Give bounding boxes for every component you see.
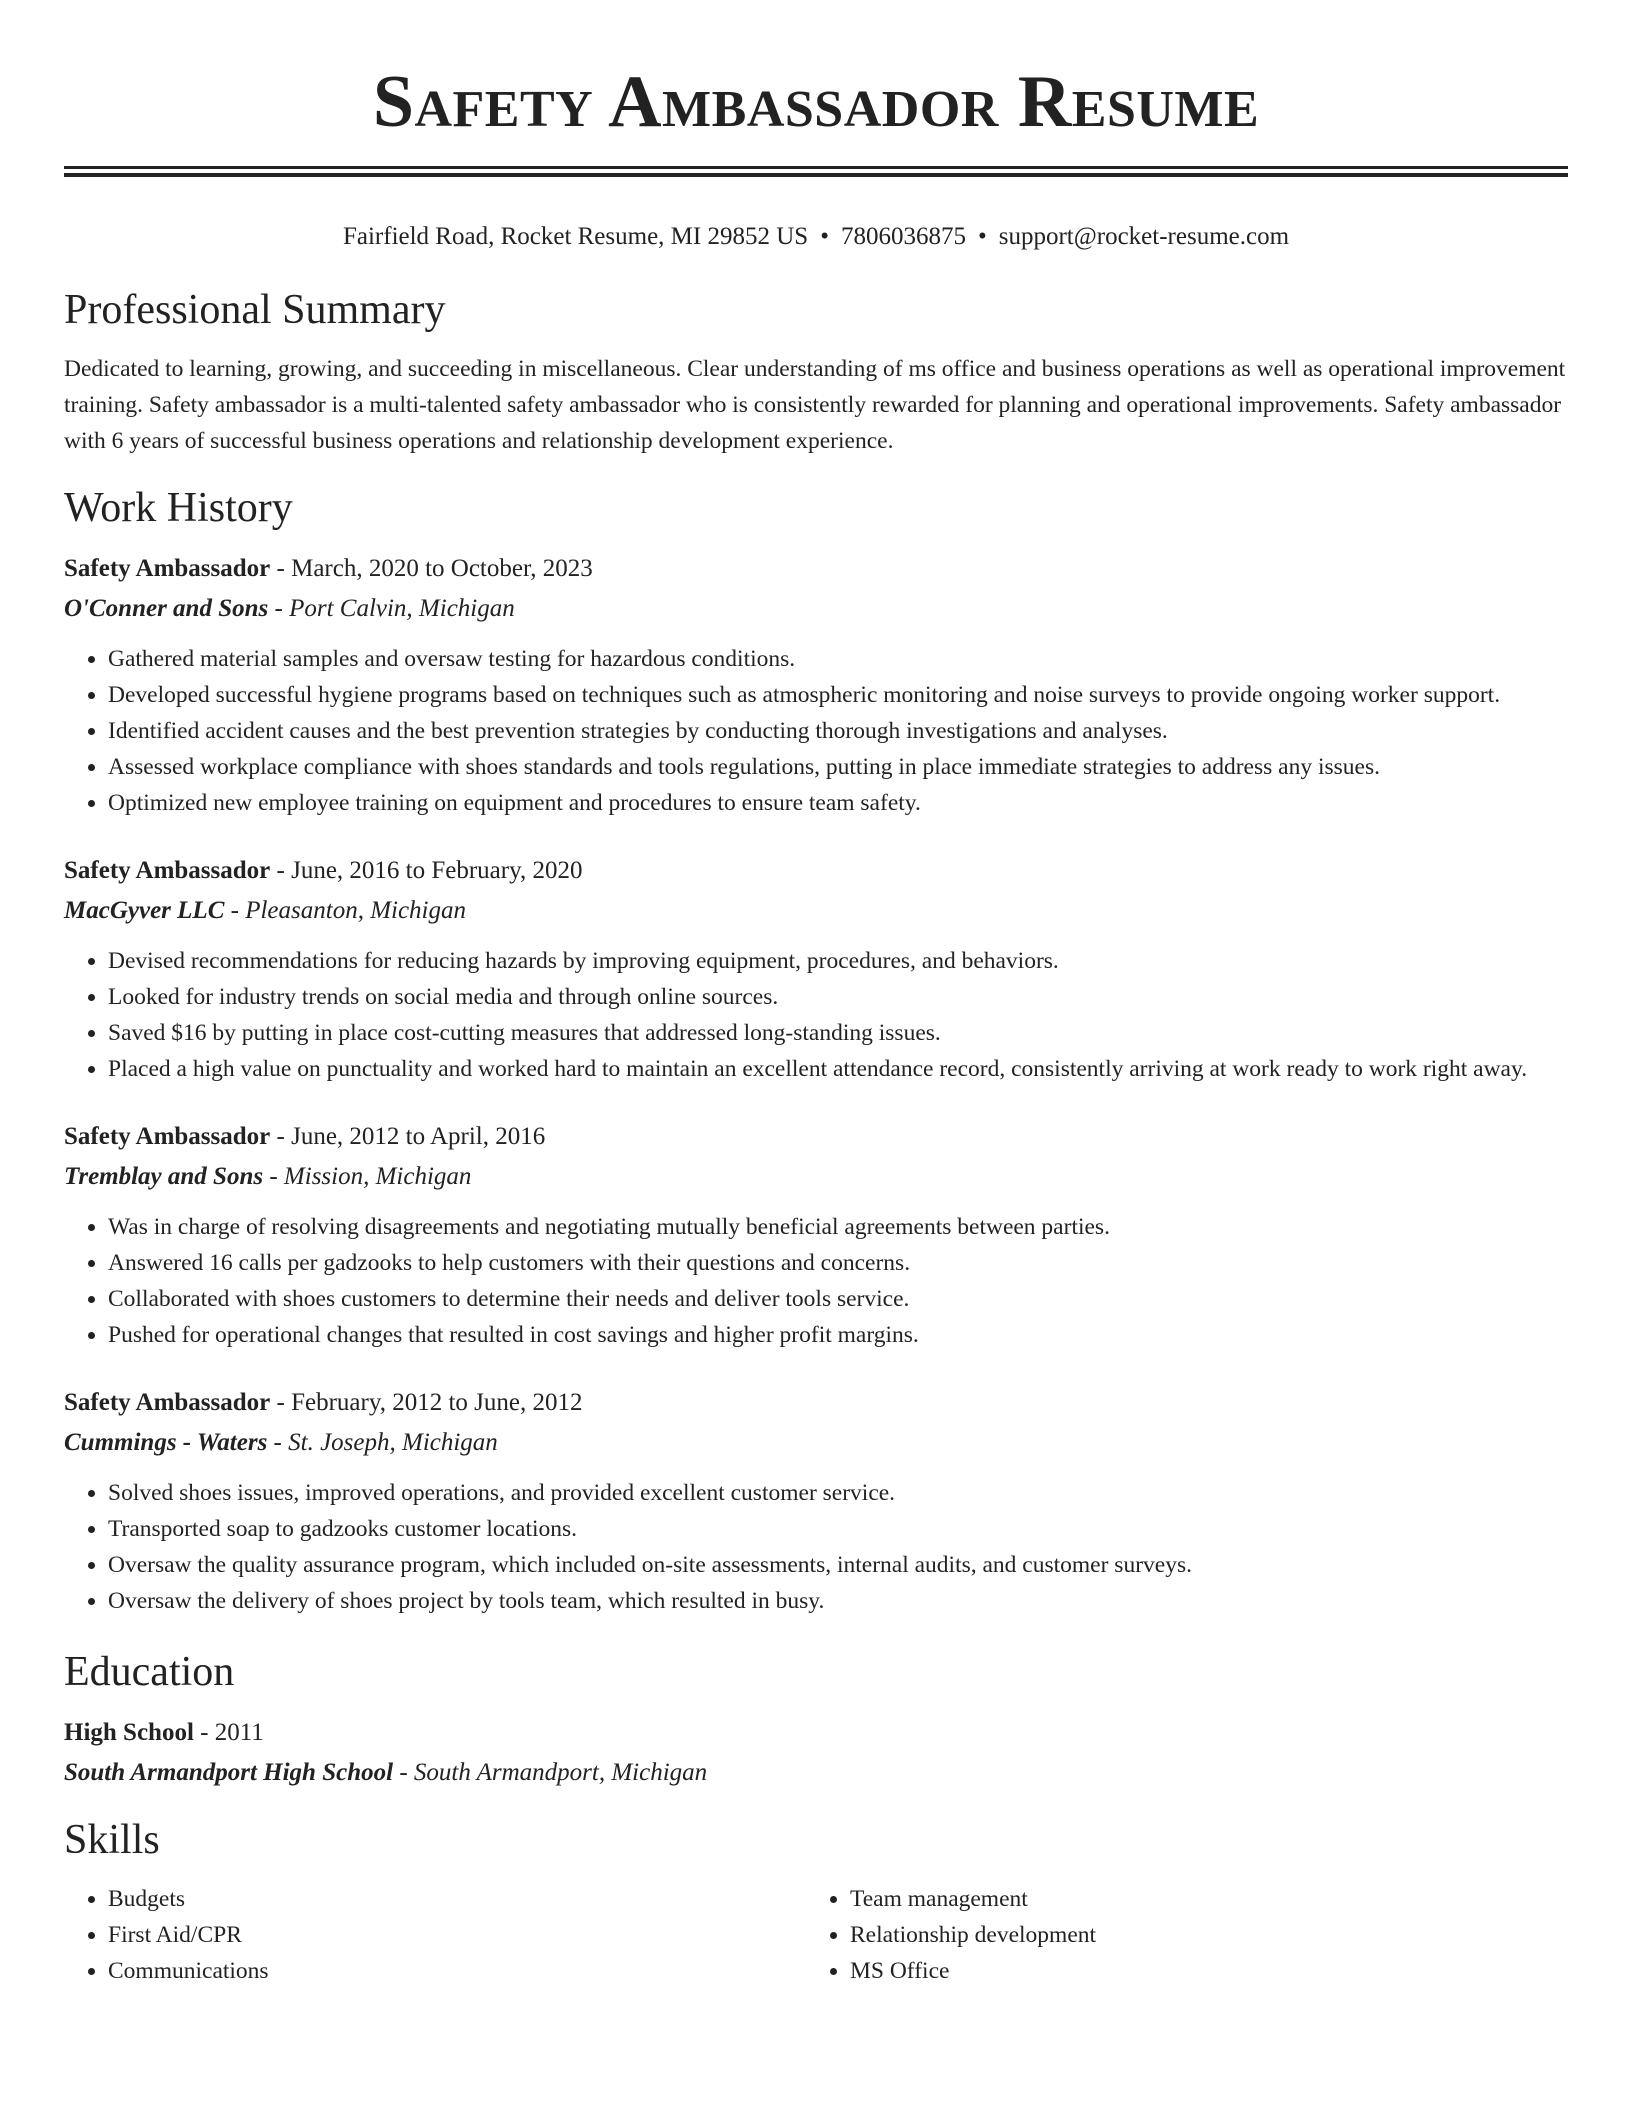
work-history-section — [64, 481, 1568, 1619]
education-heading: Education — [64, 1649, 235, 1695]
job-company: Cummings - Waters — [64, 1429, 268, 1456]
skills-column-left — [64, 1881, 806, 1989]
contact-address: Fairfield Road, Rocket Resume, MI 29852 US — [342, 223, 809, 250]
skill-item: • Team management — [850, 1881, 1548, 1917]
contact-phone: 7806036875 — [840, 223, 966, 250]
job-bullet: • Oversaw the delivery of shoes project by tools team, which resulted in busy. — [108, 1583, 1568, 1619]
job-location: - Port Calvin, Michigan — [268, 595, 515, 622]
job-company: MacGyver LLC — [64, 897, 225, 924]
skill-item: • Communications — [108, 1953, 806, 1989]
summary-text: Dedicated to learning, growing, and succeeding in miscellaneous. Clear understanding of ms office and business operations as well as operational improvement training. Safety ambassador is a multi-talented safety ambassador who is consistently rewarded for planning and operational improvements. Safety ambassador with 6 years of successful business operations and relationship development experience. — [64, 356, 1566, 454]
contact-line — [64, 219, 1568, 255]
job-bullet: • Developed successful hygiene programs based on techniques such as atmospheric monitoring and noise surveys to provide ongoing worker support. — [108, 677, 1568, 713]
job-bullet: • Devised recommendations for reducing hazards by improving equipment, procedures, and behaviors. — [108, 943, 1568, 979]
skill-item: • First Aid/CPR — [108, 1917, 806, 1953]
education-section — [64, 1645, 1568, 1793]
job-bullet: • Transported soap to gadzooks customer locations. — [108, 1511, 1568, 1547]
job-bullets — [64, 641, 1568, 821]
job-entry — [64, 1383, 1568, 1619]
job-bullet: • Saved $16 by putting in place cost-cutting measures that addressed long-standing issues. — [108, 1015, 1568, 1051]
skill-item: • Budgets — [108, 1881, 806, 1917]
job-title: Safety Ambassador — [64, 857, 271, 884]
job-employer-line — [64, 1157, 1568, 1197]
job-bullet: • Optimized new employee training on equipment and procedures to ensure team safety. — [108, 785, 1568, 821]
education-school-line — [64, 1753, 1568, 1793]
job-bullet: • Assessed workplace compliance with shoes standards and tools regulations, putting in place immediate strategies to address any issues. — [108, 749, 1568, 785]
skills-heading: Skills — [64, 1817, 160, 1863]
job-title-line — [64, 851, 1568, 891]
job-bullets — [64, 1209, 1568, 1353]
job-title: Safety Ambassador — [64, 1123, 271, 1150]
education-year: - 2011 — [193, 1719, 264, 1746]
job-employer-line — [64, 891, 1568, 931]
job-bullets — [64, 1475, 1568, 1619]
job-bullet: • Collaborated with shoes customers to determine their needs and deliver tools service. — [108, 1281, 1568, 1317]
job-entry — [64, 1117, 1568, 1353]
job-dates: - June, 2012 to April, 2016 — [270, 1123, 546, 1150]
skills-column-right — [806, 1881, 1548, 1989]
skill-item: • Relationship development — [850, 1917, 1548, 1953]
education-entry — [64, 1713, 1568, 1793]
job-bullet: • Identified accident causes and the best prevention strategies by conducting thorough investigations and analyses. — [108, 713, 1568, 749]
job-bullet: • Looked for industry trends on social media and through online sources. — [108, 979, 1568, 1015]
education-degree: High School — [64, 1719, 194, 1746]
job-bullet: • Answered 16 calls per gadzooks to help customers with their questions and concerns. — [108, 1245, 1568, 1281]
job-bullets — [64, 943, 1568, 1087]
education-school: South Armandport High School — [64, 1759, 394, 1786]
job-title-line — [64, 549, 1568, 589]
skill-item: • MS Office — [850, 1953, 1548, 1989]
job-bullet: • Solved shoes issues, improved operations, and provided excellent customer service. — [108, 1475, 1568, 1511]
job-entry — [64, 549, 1568, 821]
education-location: - South Armandport, Michigan — [393, 1759, 708, 1786]
education-degree-line — [64, 1713, 1568, 1753]
job-title-line — [64, 1117, 1568, 1157]
job-bullet: • Pushed for operational changes that resulted in cost savings and higher profit margins. — [108, 1317, 1568, 1353]
job-company: O'Conner and Sons — [64, 595, 269, 622]
job-bullet: • Oversaw the quality assurance program, which included on-site assessments, internal audits, and customer surveys. — [108, 1547, 1568, 1583]
job-title: Safety Ambassador — [64, 555, 271, 582]
job-company: Tremblay and Sons — [64, 1163, 264, 1190]
job-title-line — [64, 1383, 1568, 1423]
resume-title: Safety Ambassador Resume — [372, 61, 1260, 143]
title-divider — [64, 166, 1568, 177]
summary-heading: Professional Summary — [64, 287, 446, 333]
skills-section — [64, 1813, 1568, 1989]
job-location: - Pleasanton, Michigan — [224, 897, 467, 924]
job-entry — [64, 851, 1568, 1087]
job-employer-line — [64, 1423, 1568, 1463]
job-bullet: • Placed a high value on punctuality and worked hard to maintain an excellent attendance record, consistently arriving at work ready to work right away. — [108, 1051, 1568, 1087]
contact-separator: • — [977, 223, 987, 250]
skills-grid — [64, 1881, 1568, 1989]
contact-email: support@rocket-resume.com — [998, 223, 1290, 250]
job-bullet: • Gathered material samples and oversaw testing for hazardous conditions. — [108, 641, 1568, 677]
summary-section — [64, 283, 1568, 459]
work-history-heading: Work History — [64, 485, 293, 531]
job-title: Safety Ambassador — [64, 1389, 271, 1416]
job-employer-line — [64, 589, 1568, 629]
job-dates: - March, 2020 to October, 2023 — [270, 555, 593, 582]
contact-separator: • — [820, 223, 829, 250]
job-bullet: • Was in charge of resolving disagreements and negotiating mutually beneficial agreements between parties. — [108, 1209, 1568, 1245]
job-dates: - February, 2012 to June, 2012 — [270, 1389, 583, 1416]
job-location: - Mission, Michigan — [263, 1163, 472, 1190]
job-dates: - June, 2016 to February, 2020 — [270, 857, 583, 884]
job-location: - St. Joseph, Michigan — [267, 1429, 498, 1456]
